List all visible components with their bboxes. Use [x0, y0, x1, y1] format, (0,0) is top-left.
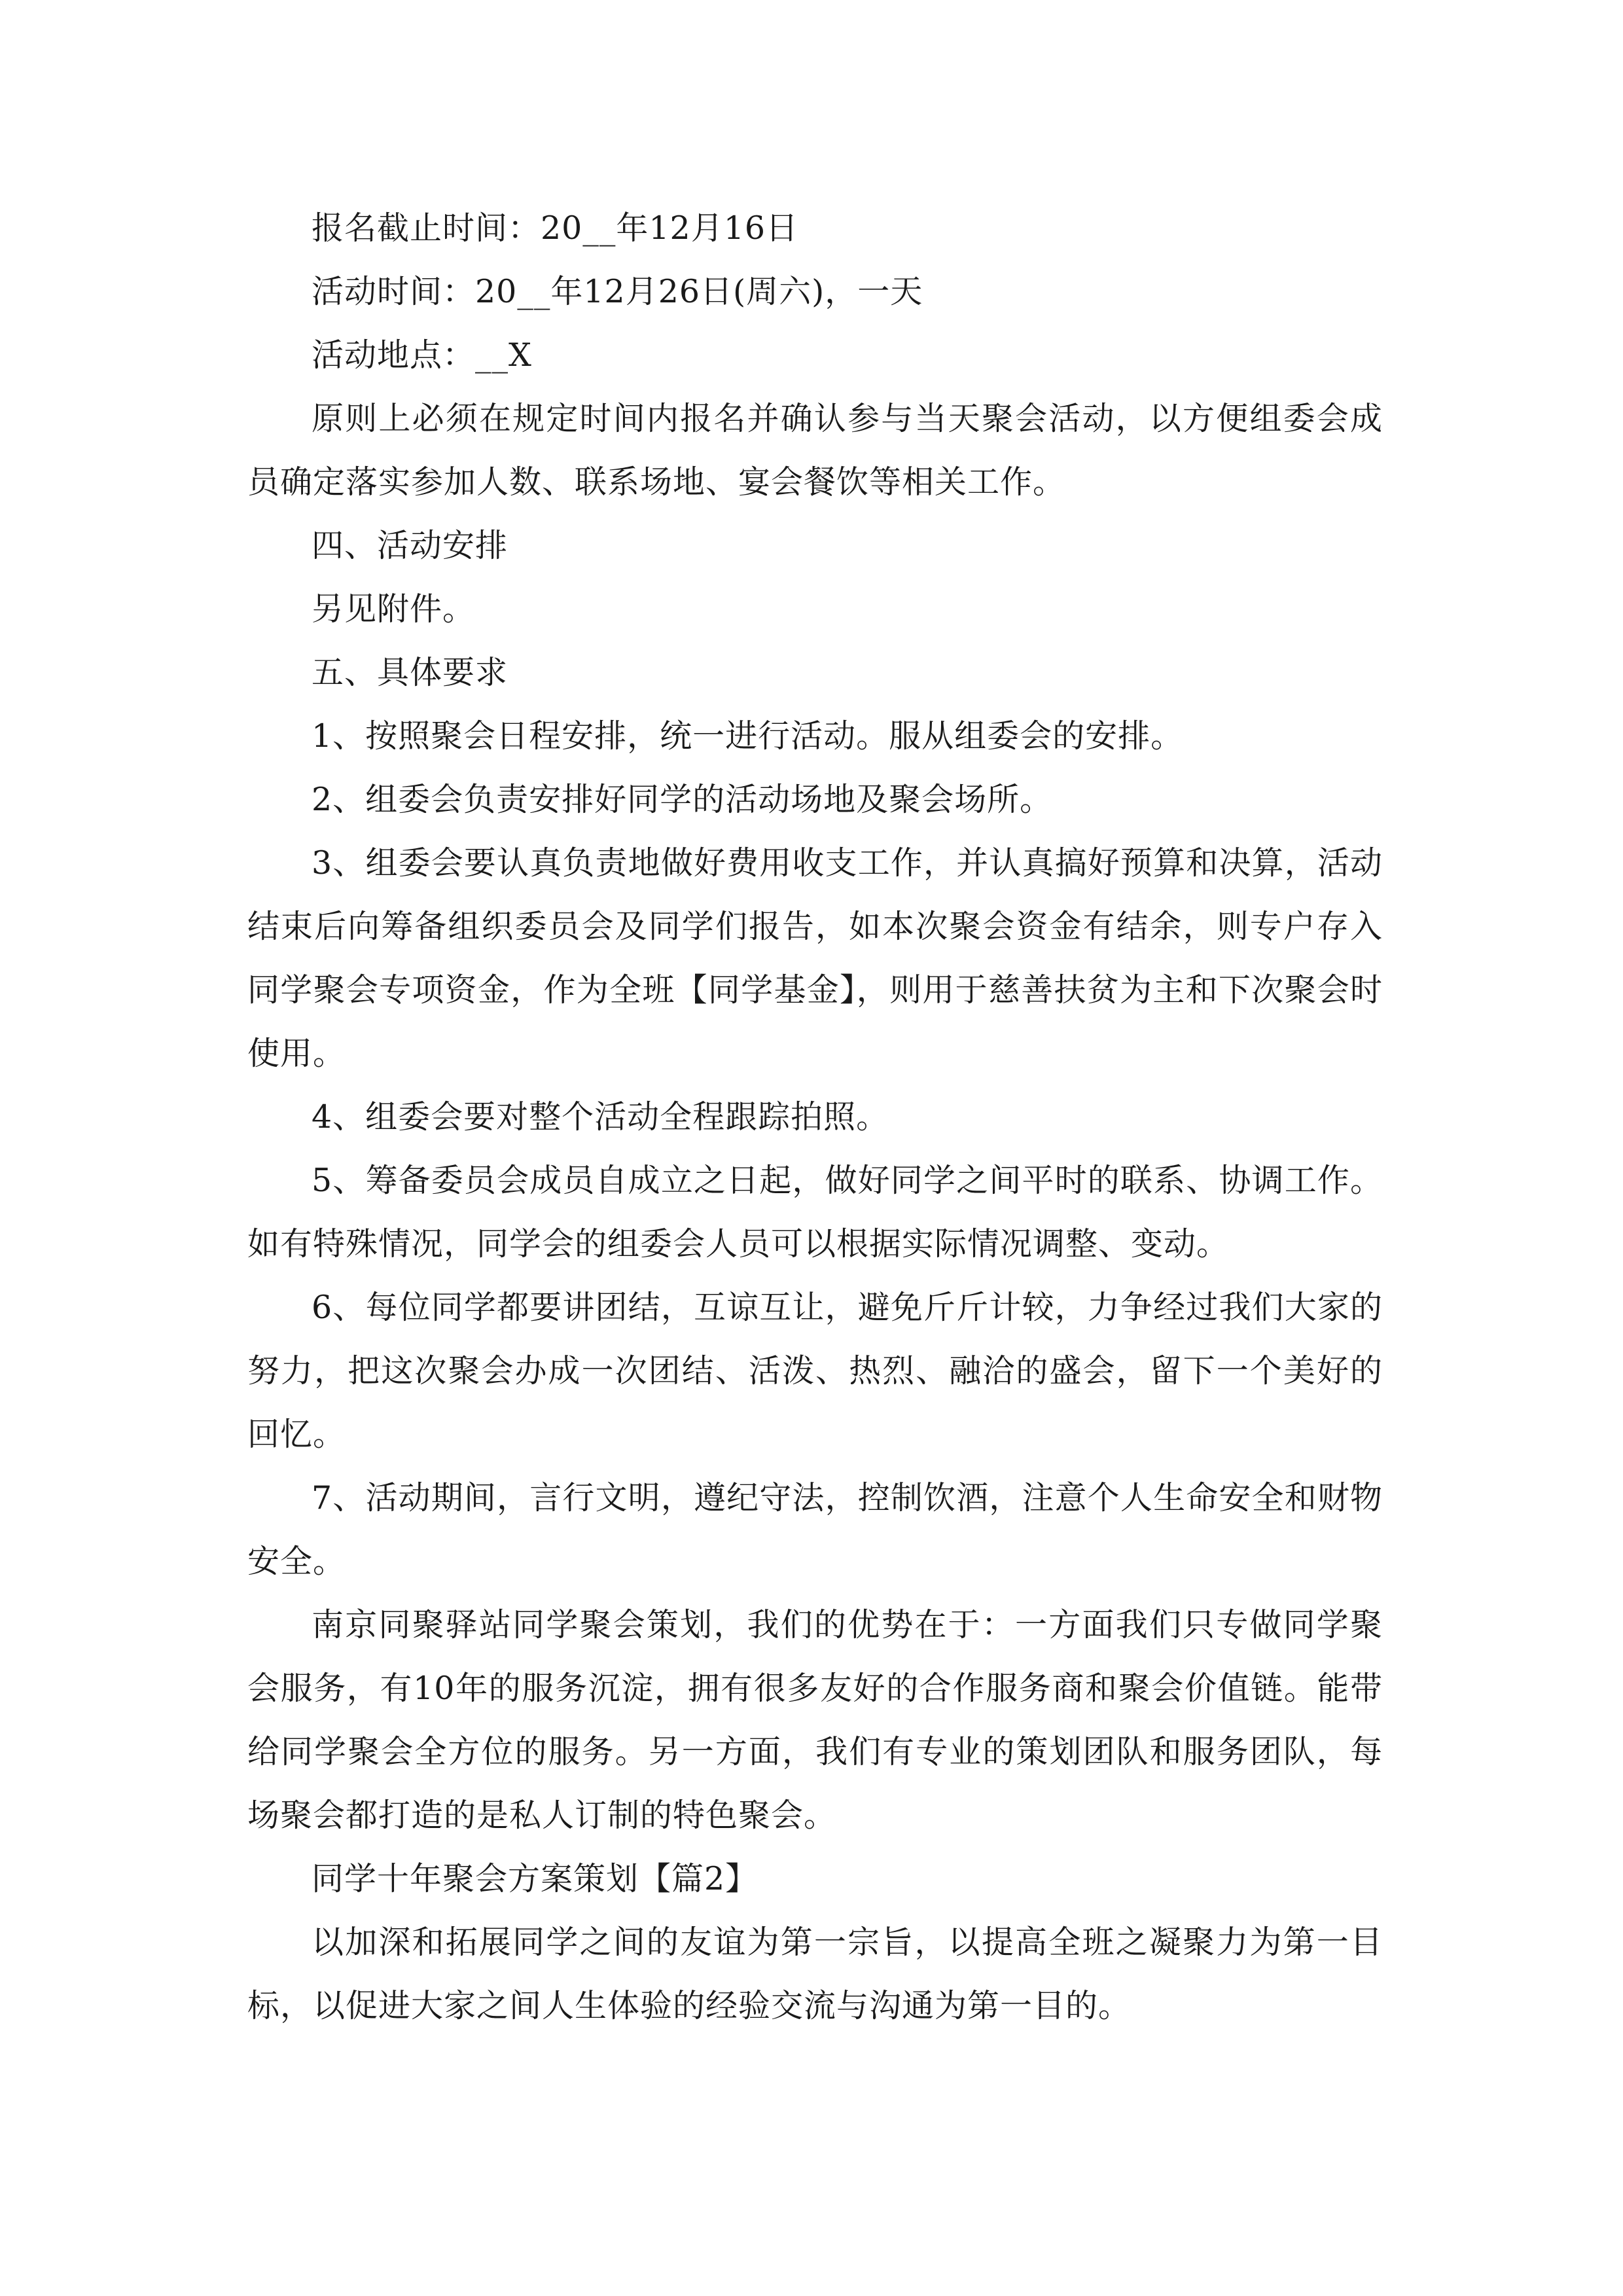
- requirement-item-4: 4、组委会要对整个活动全程跟踪拍照。: [312, 1098, 889, 1136]
- requirement-item-1: 1、按照聚会日程安排，统一进行活动。服从组委会的安排。: [312, 717, 1184, 755]
- requirement-item-7: 7、活动期间，言行文明，遵纪守法，控制饮酒，注意个人生命安全和财物安全。: [247, 1479, 1383, 1580]
- section-title-part-2: 同学十年聚会方案策划【篇2】: [312, 1860, 758, 1897]
- requirement-item-3: 3、组委会要认真负责地做好费用收支工作，并认真搞好预算和决算，活动结束后向筹备组织委员会及同学们报告，如本次聚会资金有结余，则专户存入同学聚会专项资金，作为全班【同学基金】，则用于慈善扶贫为主和下次聚会时使用。: [247, 844, 1383, 1072]
- requirement-item-2: 2、组委会负责安排好同学的活动场地及聚会场所。: [312, 781, 1053, 818]
- paragraph-service-advantage: 南京同聚驿站同学聚会策划，我们的优势在于：一方面我们只专做同学聚会服务，有10年的服务沉淀，拥有很多友好的合作服务商和聚会价值链。能带给同学聚会全方位的服务。另一方面，我们有专业的策划团队和服务团队，每场聚会都打造的是私人订制的特色聚会。: [247, 1606, 1383, 1834]
- requirement-item-5: 5、筹备委员会成员自成立之日起，做好同学之间平时的联系、协调工作。如有特殊情况，同学会的组委会人员可以根据实际情况调整、变动。: [247, 1162, 1383, 1263]
- document-body: [247, 196, 1383, 2037]
- paragraph-purpose: 以加深和拓展同学之间的友谊为第一宗旨，以提高全班之凝聚力为第一目标，以促进大家之间人生体验的经验交流与沟通为第一目的。: [247, 1924, 1383, 2024]
- section-heading-arrangement: 四、活动安排: [312, 527, 508, 564]
- section-heading-requirements: 五、具体要求: [312, 654, 508, 691]
- requirement-item-6: 6、每位同学都要讲团结，互谅互让，避免斤斤计较，力争经过我们大家的努力，把这次聚会办成一次团结、活泼、热烈、融洽的盛会，留下一个美好的回忆。: [247, 1289, 1383, 1453]
- paragraph-see-attachment: 另见附件。: [312, 590, 476, 628]
- paragraph-registration-deadline: 报名截止时间：20__年12月16日: [312, 209, 799, 247]
- paragraph-event-time: 活动时间：20__年12月26日(周六)，一天: [312, 273, 923, 310]
- paragraph-event-location: 活动地点：__X: [312, 336, 532, 374]
- paragraph-registration-principle: 原则上必须在规定时间内报名并确认参与当天聚会活动，以方便组委会成员确定落实参加人数、联系场地、宴会餐饮等相关工作。: [247, 400, 1383, 501]
